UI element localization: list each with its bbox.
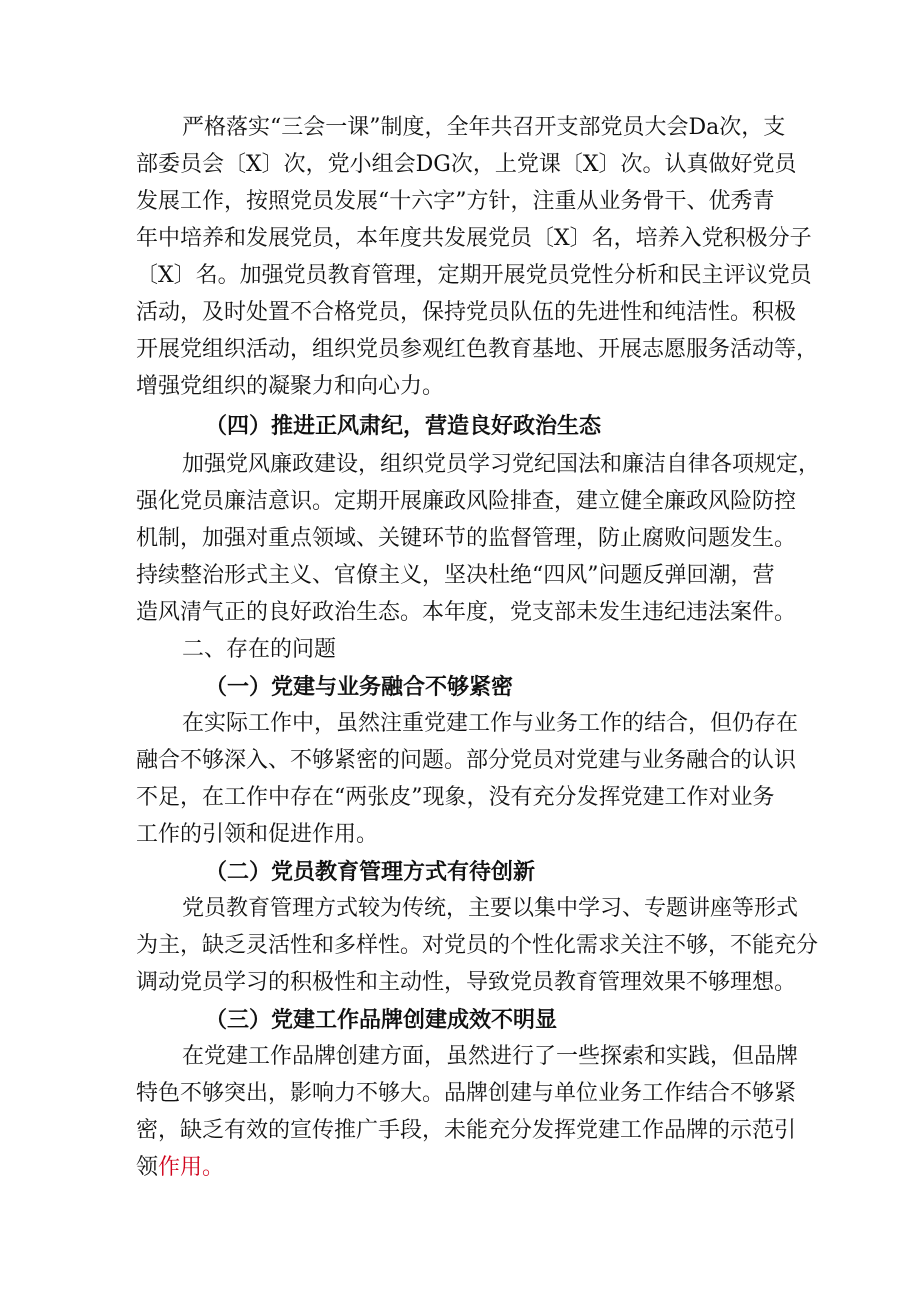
section-heading: （四）推进正风肃纪，营造良好政治生态 (205, 413, 602, 439)
paragraph-line: 发展工作，按照党员发展“十六字”方针，注重从业务骨干、优秀青 (136, 189, 775, 214)
section-heading: （三）党建工作品牌创建成效不明显 (205, 1007, 558, 1033)
paragraph-line: 特色不够突出，影响力不够大。品牌创建与单位业务工作结合不够紧 (136, 1081, 797, 1106)
paragraph-line: 调动党员学习的积极性和主动性，导致党员教育管理效果不够理想。 (136, 970, 797, 995)
section-heading: （二）党员教育管理方式有待创新 (205, 859, 536, 885)
paragraph-line: 党员教育管理方式较为传统，主要以集中学习、专题讲座等形式 (182, 896, 799, 921)
paragraph-line: 机制，加强对重点领域、关键环节的监督管理，防止腐败问题发生。 (136, 526, 797, 551)
paragraph-line: 强化党员廉洁意识。定期开展廉政风险排查，建立健全廉政风险防控 (136, 489, 797, 514)
paragraph-line: 融合不够深入、不够紧密的问题。部分党员对党建与业务融合的认识 (136, 748, 797, 773)
paragraph-line: 加强党风廉政建设，组织党员学习党纪国法和廉洁自律各项规定， (182, 452, 821, 477)
paragraph-line: 在实际工作中，虽然注重党建工作与业务工作的结合，但仍存在 (182, 711, 799, 736)
paragraph-line: 在党建工作品牌创建方面，虽然进行了一些探索和实践，但品牌 (182, 1044, 799, 1069)
paragraph-line: 开展党组织活动，组织党员参观红色教育基地、开展志愿服务活动等， (136, 337, 819, 362)
paragraph-line: 为主，缺乏灵活性和多样性。对党员的个性化需求关注不够，不能充分 (136, 933, 819, 958)
paragraph-line: 造风清气正的良好政治生态。本年度，党支部未发生违纪违法案件。 (136, 600, 797, 625)
last-line-text: 领 (136, 1155, 159, 1180)
paragraph-line: 增强党组织的凝聚力和向心力。 (136, 374, 445, 399)
paragraph-last-line (136, 1153, 224, 1183)
chapter-heading: 二、存在的问题 (182, 637, 337, 662)
paragraph-line: 年中培养和发展党员，本年度共发展党员〔X〕名，培养入党积极分子 (136, 226, 812, 251)
paragraph-line: 部委员会〔X〕次，党小组会DG次，上党课〔X〕次。认真做好党员 (136, 152, 797, 177)
paragraph-line: 不足，在工作中存在“两张皮”现象，没有充分发挥党建工作对业务 (136, 785, 775, 810)
highlighted-text: 作用。 (158, 1155, 225, 1180)
paragraph-line: 活动，及时处置不合格党员，保持党员队伍的先进性和纯洁性。积极 (136, 300, 797, 325)
paragraph-line: 密，缺乏有效的宣传推广手段，未能充分发挥党建工作品牌的示范引 (136, 1118, 797, 1143)
paragraph-line: 工作的引领和促进作用。 (136, 822, 379, 847)
paragraph-line: 〔X〕名。加强党员教育管理，定期开展党员党性分析和民主评议党员 (136, 263, 812, 288)
paragraph-line: 持续整治形式主义、官僚主义，坚决杜绝“四风”问题反弹回潮，营 (136, 563, 775, 588)
paragraph-line: 严格落实“三会一课”制度，全年共召开支部党员大会Da次，支 (182, 115, 786, 140)
section-heading: （一）党建与业务融合不够紧密 (205, 674, 514, 700)
